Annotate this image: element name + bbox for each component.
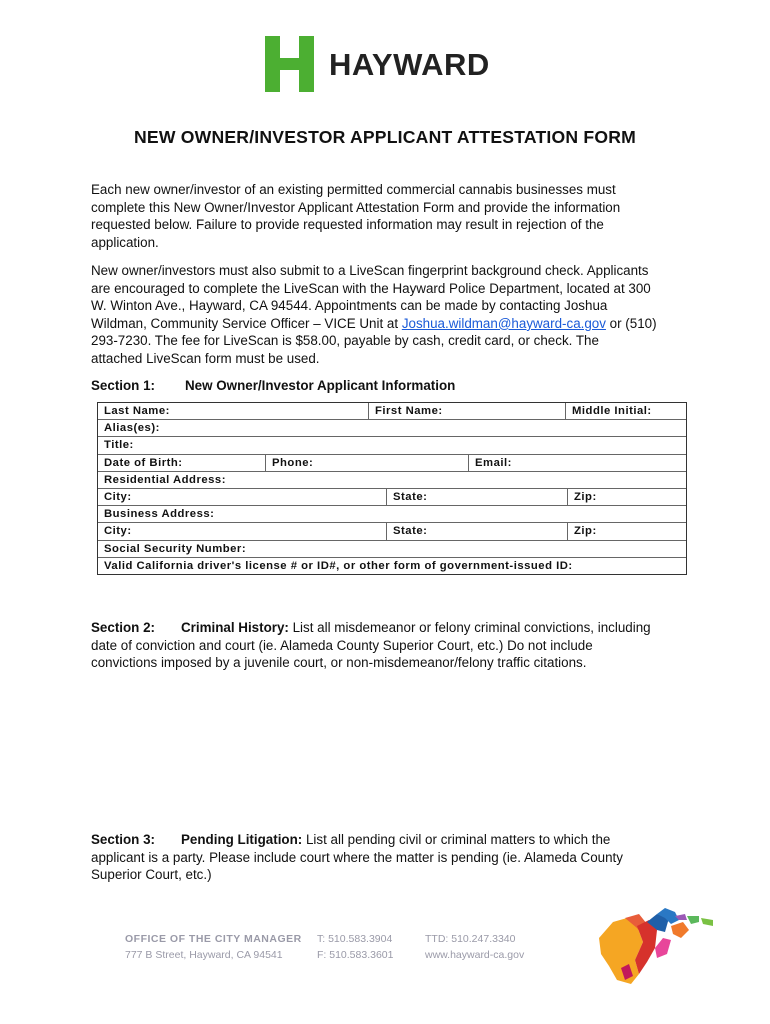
last-name-field[interactable]: Last Name: bbox=[104, 405, 170, 417]
footer-phones bbox=[317, 931, 393, 963]
ssn-field[interactable]: Social Security Number: bbox=[104, 542, 247, 555]
hayward-logo bbox=[265, 36, 490, 92]
footer-office-name: OFFICE OF THE CITY MANAGER bbox=[125, 933, 302, 945]
text-line: are encouraged to complete the LiveScan with the Hayward Police Department, located at 300 bbox=[91, 280, 651, 296]
table-row bbox=[98, 506, 686, 523]
first-name-field[interactable]: First Name: bbox=[368, 403, 565, 419]
table-row bbox=[98, 455, 686, 472]
text-line: New owner/investors must also submit to a LiveScan fingerprint background check. Applicants bbox=[91, 263, 649, 278]
table-row bbox=[98, 420, 686, 437]
footer-address: 777 B Street, Hayward, CA 94541 bbox=[125, 949, 283, 961]
text-line: application. bbox=[91, 234, 159, 250]
logo-wordmark: HAYWARD bbox=[329, 46, 490, 82]
table-row bbox=[98, 437, 686, 454]
email-link[interactable]: Joshua.wildman@hayward-ca.gov bbox=[401, 315, 606, 331]
license-id-field[interactable]: Valid California driver's license # or ID#, or other form of government-issued ID: bbox=[104, 559, 573, 572]
section-2-label: Section 2: bbox=[91, 620, 155, 635]
text-line: date of conviction and court (ie. Alameda County Superior Court, etc.) Do not include bbox=[91, 637, 593, 653]
section-3-pending-litigation bbox=[91, 831, 691, 884]
business-city-field[interactable]: City: bbox=[104, 525, 132, 538]
hayward-map-icon bbox=[595, 908, 720, 986]
aliases-field[interactable]: Alias(es): bbox=[104, 422, 160, 435]
intro-paragraph-2 bbox=[91, 262, 691, 368]
business-state-field[interactable]: State: bbox=[386, 523, 567, 539]
text-line: applicant is a party. Please include court where the matter is pending (ie. Alameda County bbox=[91, 849, 623, 865]
text-line bbox=[91, 315, 691, 333]
text-fragment: List all pending civil or criminal matters to which the bbox=[302, 832, 611, 847]
table-row bbox=[98, 541, 686, 558]
hayward-h-logo-icon bbox=[265, 36, 317, 92]
section-2-criminal-history bbox=[91, 619, 691, 672]
text-line: convictions imposed by a juvenile court, or non-misdemeanor/felony traffic citations. bbox=[91, 655, 587, 671]
section-2-heading: Criminal History: bbox=[181, 620, 289, 635]
table-row bbox=[98, 523, 686, 540]
date-of-birth-field[interactable]: Date of Birth: bbox=[104, 456, 183, 469]
applicant-info-table bbox=[97, 402, 687, 575]
table-row bbox=[98, 558, 686, 574]
text-line: 293-7230. The fee for LiveScan is $58.00, payable by cash, credit card, or check. The bbox=[91, 333, 599, 349]
text-fragment: List all misdemeanor or felony criminal convictions, including bbox=[288, 620, 651, 635]
section-1-label: Section 1: bbox=[91, 378, 155, 393]
footer-website: www.hayward-ca.gov bbox=[425, 949, 525, 961]
email-field[interactable]: Email: bbox=[468, 455, 686, 471]
title-field[interactable]: Title: bbox=[104, 439, 134, 452]
residential-address-field[interactable]: Residential Address: bbox=[104, 473, 226, 486]
footer-contact bbox=[425, 931, 524, 963]
footer-fax: F: 510.583.3601 bbox=[317, 949, 394, 961]
table-row bbox=[98, 403, 686, 420]
text-line: complete this New Owner/Investor Applicant Attestation Form and provide the information bbox=[91, 199, 621, 215]
section-1-title: New Owner/Investor Applicant Information bbox=[185, 378, 456, 393]
footer-phone: T: 510.583.3904 bbox=[317, 933, 393, 945]
table-row bbox=[98, 489, 686, 506]
text-line bbox=[91, 831, 691, 849]
footer-office bbox=[125, 931, 302, 963]
text-fragment: Wildman, Community Service Officer – VICE Unit at bbox=[91, 315, 402, 331]
text-line: W. Winton Ave., Hayward, CA 94544. Appointments can be made by contacting Joshua bbox=[91, 298, 608, 314]
page-title: NEW OWNER/INVESTOR APPLICANT ATTESTATION FORM bbox=[134, 127, 636, 147]
zip-field[interactable]: Zip: bbox=[567, 489, 686, 505]
state-field[interactable]: State: bbox=[386, 489, 567, 505]
table-row bbox=[98, 472, 686, 489]
section-3-heading: Pending Litigation: bbox=[181, 832, 303, 847]
city-field[interactable]: City: bbox=[104, 490, 132, 503]
text-line bbox=[91, 619, 691, 637]
middle-initial-field[interactable]: Middle Initial: bbox=[565, 403, 686, 419]
business-zip-field[interactable]: Zip: bbox=[567, 523, 686, 539]
footer-ttd: TTD: 510.247.3340 bbox=[425, 933, 516, 945]
text-line: requested below. Failure to provide requested information may result in rejection of the bbox=[91, 217, 604, 233]
text-fragment: or (510) bbox=[605, 315, 657, 331]
intro-paragraph-1 bbox=[91, 181, 691, 251]
business-address-field[interactable]: Business Address: bbox=[104, 508, 215, 521]
text-line: Each new owner/investor of an existing permitted commercial cannabis businesses must bbox=[91, 182, 616, 197]
section-3-label: Section 3: bbox=[91, 832, 155, 847]
section-1-heading bbox=[91, 378, 455, 393]
text-line: attached LiveScan form must be used. bbox=[91, 350, 320, 366]
phone-field[interactable]: Phone: bbox=[265, 455, 468, 471]
text-line: Superior Court, etc.) bbox=[91, 867, 212, 883]
